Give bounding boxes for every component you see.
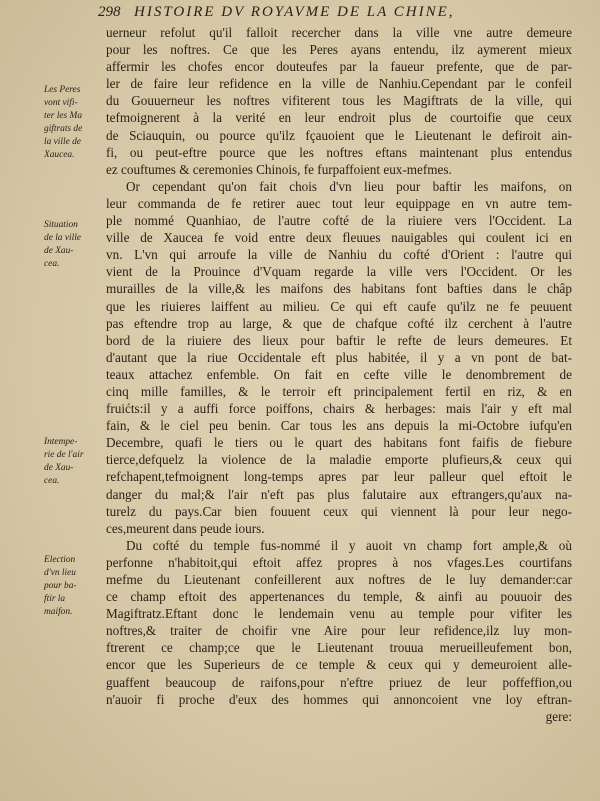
running-title: HISTOIRE DV ROYAVME DE LA CHINE, (134, 4, 455, 20)
text-line: de Sciauquin, ou pource qu'ilz fçauoient que le Lieutenant le defiroit ain- (106, 127, 572, 143)
text-line: vient de la Prouince d'Vquam regarde la ville vers l'Occident. Or les (106, 264, 572, 280)
text-line: pour les noftres. Ce que les Peres ayans entendu, ilz aymerent mieux (106, 42, 572, 58)
margin-note-line: Intempe- (44, 437, 78, 447)
text-line: teaux attachez enfemble. On fait en cefte ville le denombrement de (106, 366, 572, 382)
text-line: ple nommé Quanhiao, de l'autre cofté de la riuiere vers l'Occident. La (106, 213, 572, 229)
margin-note-line: giftrats de (44, 124, 83, 134)
text-line: tierce,defquelz la violence de la maladie emporte plufieurs,& ceux qui (106, 452, 572, 468)
margin-note-line: ter les Ma (44, 111, 83, 121)
margin-note-election (44, 554, 104, 619)
text-line: murailles de la ville,& les maifons des habitans font bafties dans le châp (106, 281, 572, 297)
text-line: refchapent,tefmoignent long-temps apres par leur palleur quel eftoit le (106, 469, 572, 485)
margin-note-visits (44, 84, 104, 162)
margin-note-line: de Xau- (44, 246, 74, 256)
page-header (98, 4, 590, 24)
text-line: bord de la riuiere des lieux pour baftir le refte de leurs demeures. Et (106, 332, 572, 348)
text-line: turelz du pays.Car bien fouuent ceux qui viennent là pour leur nego- (106, 503, 572, 519)
margin-note-line: cea. (44, 476, 60, 486)
margin-note-line: vont vifi- (44, 98, 78, 108)
text-line: Decembre, quafi le tiers ou le quart des habitans font faifis de fiebure (106, 435, 572, 451)
text-line: perfonne n'habitoit,qui eftoit affez propres à nos vfages.Les courtifans (106, 554, 572, 570)
margin-note-line: maifon. (44, 607, 73, 617)
margin-note-line: Xaucea. (44, 150, 75, 160)
text-line: mefme du Lieutenant confeillerent aux noftres de le luy demander:car (106, 572, 572, 587)
margin-note-line: de Xau- (44, 463, 74, 473)
text-line: danger du mal;& l'air n'eft pas plus falutaire aux eftrangers,qu'aux na- (106, 486, 572, 502)
text-line: fruićts:il y a auffi force poiffons, chairs & herbages: mais l'air y eft mal (106, 401, 572, 417)
text-line: ez couftumes & ceremonies Chinois, fe furpaffoient eux-mefmes. (106, 161, 452, 177)
margin-note-line: rie de l'air (44, 450, 84, 460)
catchword: gere: (545, 708, 572, 724)
text-line: que les riuieres laiffent au milieu. Ce qui eft caufe qu'ilz ne fe peuuent (106, 298, 572, 314)
text-line: Magiftratz.Eftant donc le lendemain venu au temple pour vifiter les (106, 606, 572, 622)
text-line: du Gouuerneur les noftres vifiterent tous les Magiftrats de la ville, qui (106, 93, 572, 109)
text-line: ville de Xaucea fe void entre deux fleuues nauigables qui coulent ici en (106, 230, 572, 246)
margin-note-situation (44, 219, 104, 271)
text-line: pas eftendre trop au large, & que de chafque cofté ilz cerchent à l'autre (106, 315, 572, 331)
margin-note-line: Les Peres (44, 85, 81, 95)
text-line: tefmoignerent à la verité en leur endroit plus de courtoifie que ceux (106, 110, 572, 126)
text-line: ftrerent ce champ;ce que le Lieutenant trouua merueilleufement bon, (106, 640, 572, 656)
text-line: fi, ou peut-eftre pource que les noftres eftans maintenant plus entendus (106, 144, 572, 160)
text-line: ce champ eftoit des appertenances du temple, & ainfi au pouuoir des (106, 589, 572, 605)
page-number: 298 (98, 4, 121, 20)
text-line: encor que les Superieurs de ce temple & ceux qui y demeuroient alle- (106, 657, 572, 673)
margin-note-line: cea. (44, 259, 60, 269)
text-line: ces,meurent dans peude iours. (106, 520, 265, 536)
text-line: guaffent beaucoup de raifons,pour n'eftre priuez de leur poffeffion,ou (106, 674, 572, 690)
margin-note-line: d'vn lieu (44, 568, 76, 578)
text-line: vn. L'vn qui arroufe la ville de Nanhiu du cofté d'Orient : l'autre qui (106, 247, 572, 263)
margin-note-line: Election (44, 555, 76, 565)
text-line: cinq mille familles, & le terroir eft principalement fertil en riz, & en (106, 383, 572, 399)
body-text (106, 24, 572, 725)
margin-note-line: la ville de (44, 137, 81, 147)
text-line: Or cependant qu'on fait chois d'vn lieu pour baftir les maifons, on (126, 178, 572, 194)
text-line: leur commanda de fe retirer auec tout leur equippage en vn autre tem- (106, 195, 572, 211)
text-line: fain, & le ciel peu benin. Car tous les ans depuis la mi-Octobre iufqu'en (106, 418, 572, 434)
margin-note-line: Situation (44, 220, 78, 230)
margin-note-line: de la ville (44, 233, 81, 243)
text-line: noftres,& traiter de choifir vne Aire pour leur refidence,ilz luy mon- (106, 623, 572, 639)
margin-note-line: pour ba- (44, 581, 77, 591)
text-line: n'auoir fi proche d'eux des hommes qui annoncoient vne loy eftran- (106, 691, 572, 707)
margin-note-line: ftir la (44, 594, 66, 604)
text-line: affermir les chofes encor douteufes par la faueur prefente, que de par- (106, 59, 572, 75)
text-line: d'autant que la riue Occidentale eft plus habitée, il y a vn pont de bat- (106, 349, 572, 365)
text-line: ler de faire leur refidence en la ville de Nanhiu.Cependant par le confeil (106, 76, 572, 92)
text-line: uerneur refolut qu'il falloit recercher dans la ville vne autre demeure (106, 25, 572, 40)
margin-note-climate (44, 436, 104, 488)
text-line: Du cofté du temple fus-nommé il y auoit vn champ fort ample,& où (126, 537, 572, 553)
